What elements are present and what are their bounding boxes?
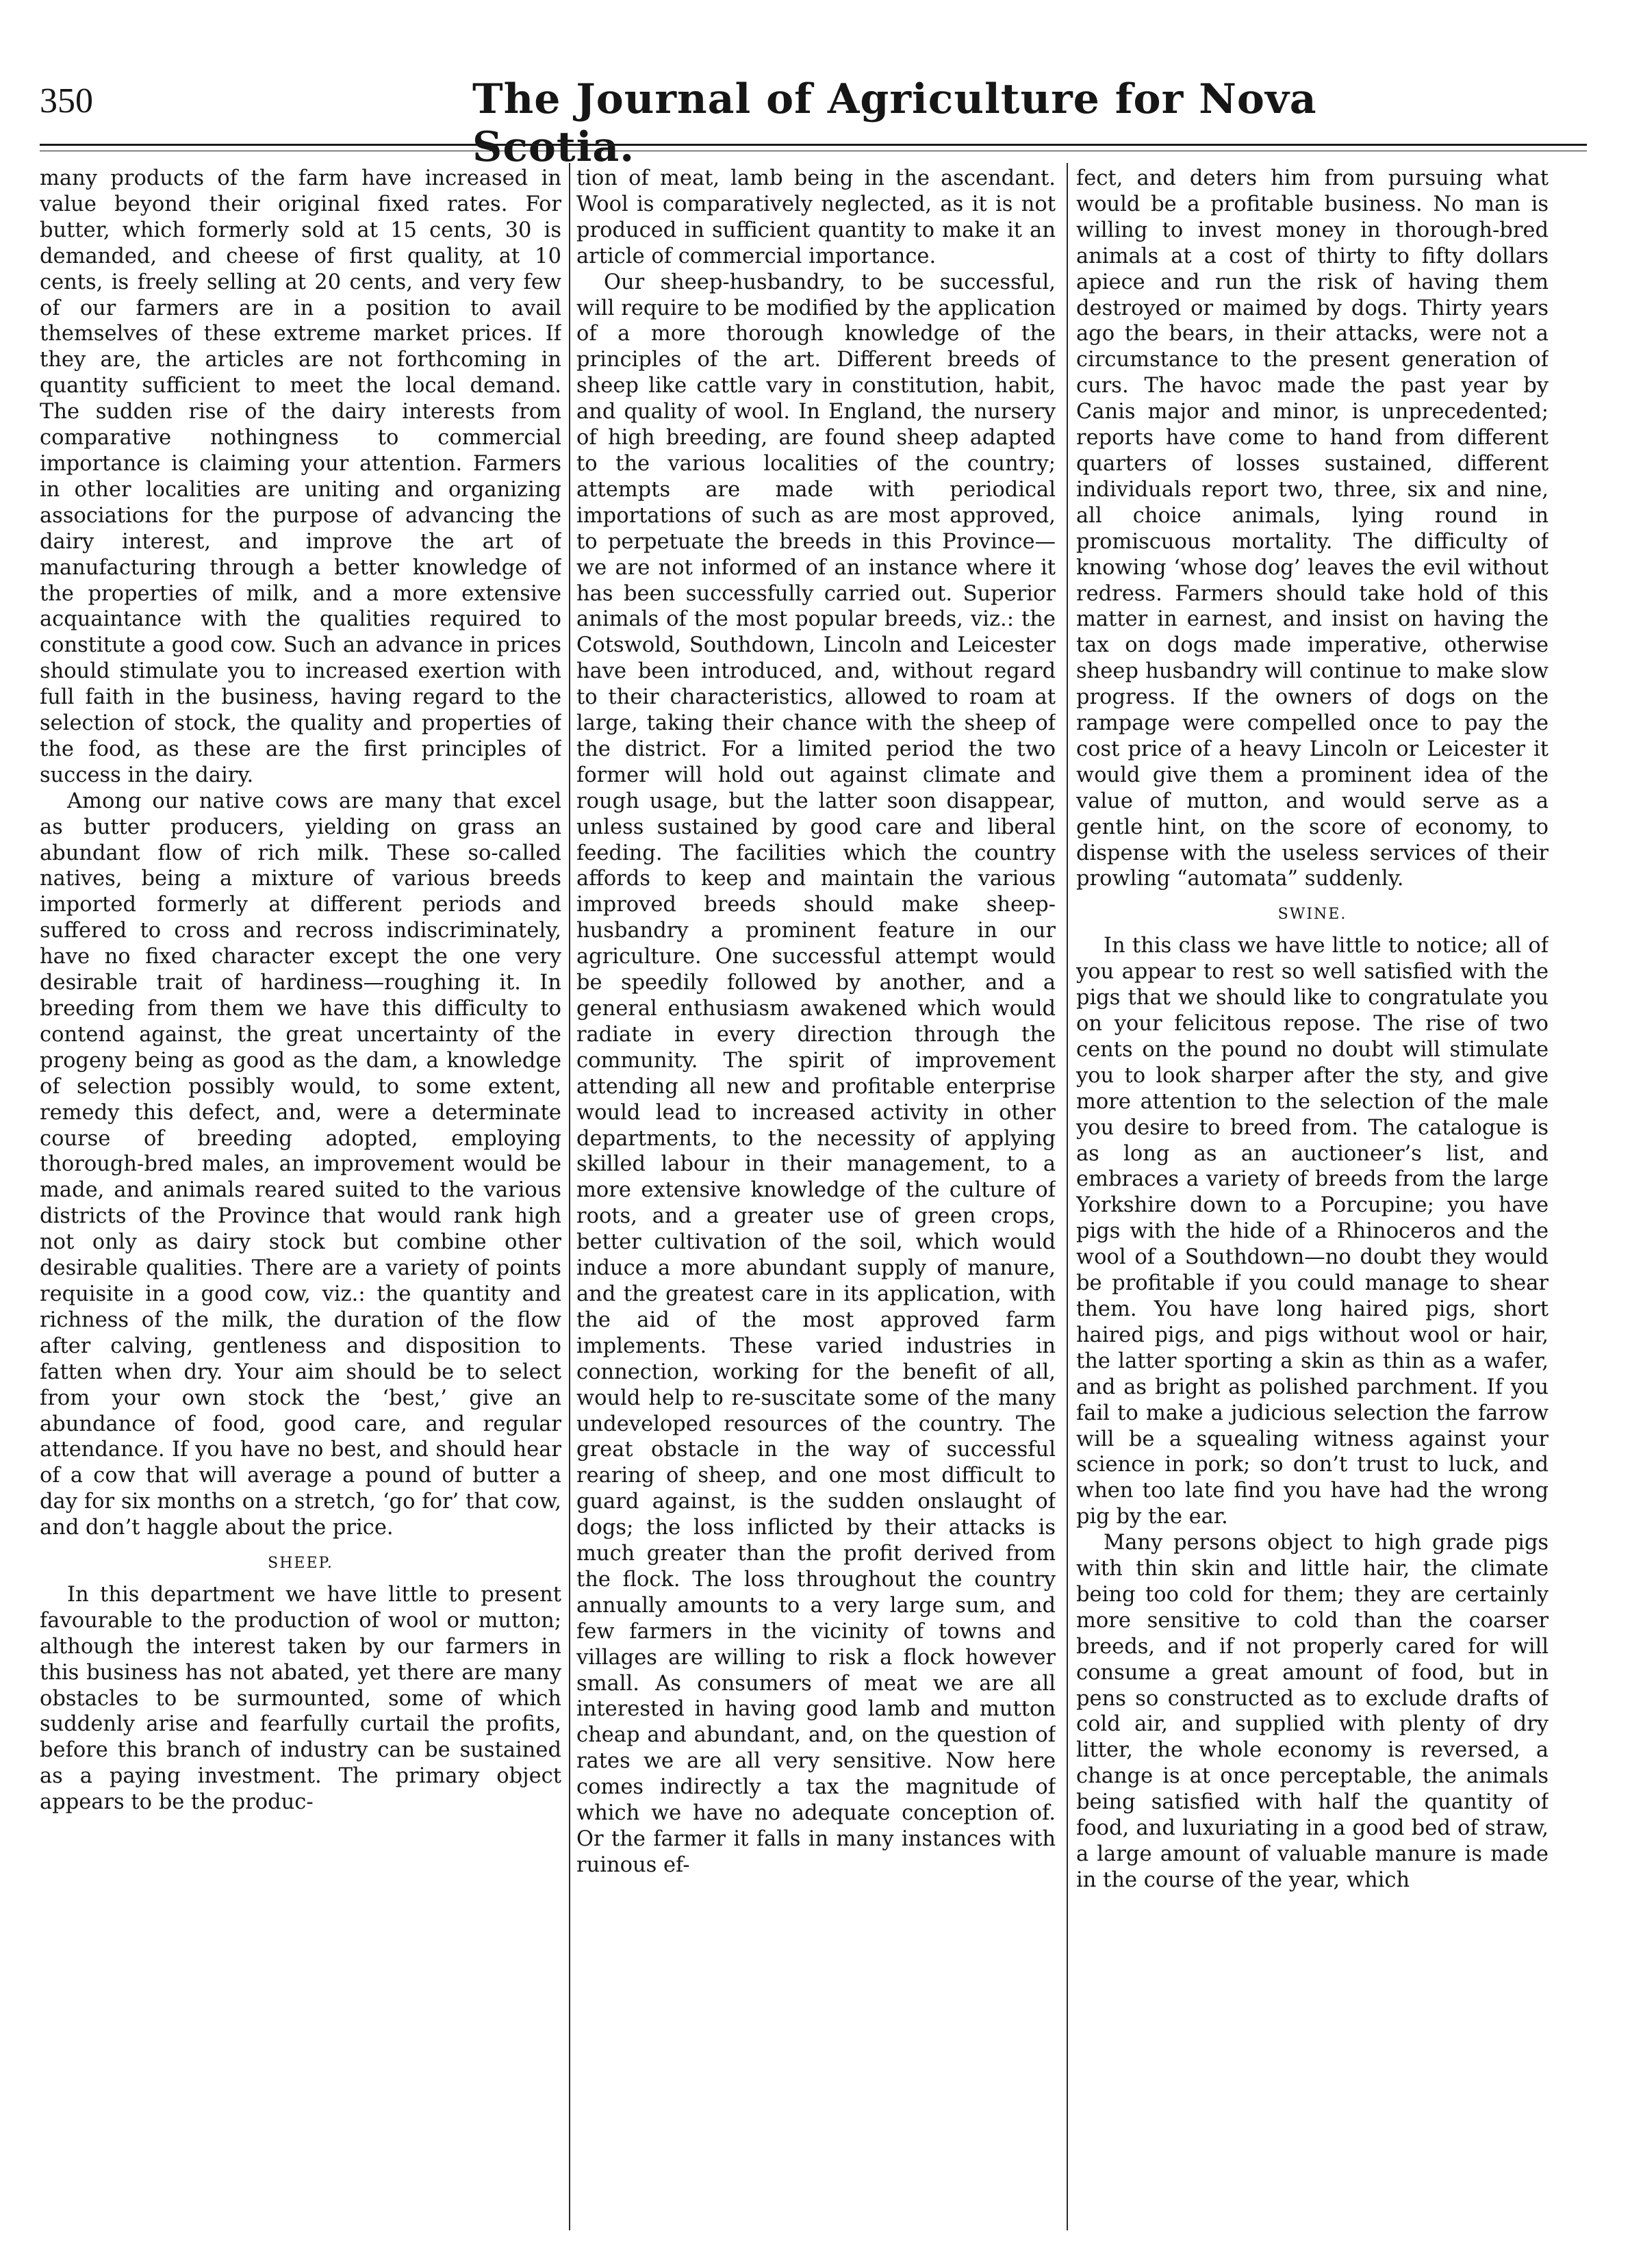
paragraph: fect, and deters him from pursuing what would be a profitable business. No man is willing to invest money in thorough-bred animals at a cost of thirty to fifty dollars apiece and run the risk of having them destroyed or maimed by dogs. Thirty years ago the bears, in their attacks, were not a circumstance to the present generation of curs. The havoc made the past year by Canis major and minor, is unprecedented; reports have come to hand from different quarters of losses sustained, different individuals report two, three, six and nine, all choice animals, lying round in promiscuous mortality. The difficulty of knowing ‘whose dog’ leaves the evil without redress. Farmers should take hold of this matter in earnest, and insist on having the tax on dogs made imperative, otherwise sheep husbandry will continue to make slow progress. If the owners of dogs on the rampage were compelled once to pay the cost price of a heavy Lincoln or Leicester it would give them a prominent idea of the value of mutton, and would serve as a gentle hint, on the score of economy, to dispense with the useless services of their prowling “automata” suddenly.: [1076, 166, 1549, 891]
section-heading: SWINE.: [1277, 906, 1347, 923]
paragraph: Our sheep-husbandry, to be successful, will require to be modified by the application of a more thorough knowledge of the principles of the art. Different breeds of sheep like cattle vary in constitution, habit, and quality of wool. In England, the nursery of high breeding, are found sheep adapted to the various localities of the country; attempts are made with periodical importations of such as are most approved, to perpetuate the breeds in this Province—we are not informed of an instance where it has been successfully carried out. Superior animals of the most popular breeds, viz.: the Cotswold, Southdown, Lincoln and Leicester have been introduced, and, without regard to their characteristics, allowed to roam at large, taking their chance with the sheep of the district. For a limited period the two former will hold out against climate and rough usage, but the latter soon disappear, unless sustained by good care and liberal feeding. The facilities which the country affords to keep and maintain the various improved breeds should make sheep-husbandry a prominent feature in our agriculture. One successful attempt would be speedily followed by another, and a general enthusiasm awakened which would radiate in every direction through the community. The spirit of improvement attending all new and profitable enterprise would lead to increased activity in other departments, to the necessity of applying skilled labour in their management, to a more extensive knowledge of the culture of roots, and a greater use of green crops, better cultivation of the soil, which would induce a more abundant supply of manure, and the greatest care in its application, with the aid of the most approved farm implements. These varied industries in connection, working for the benefit of all, would help to re-suscitate some of the many undeveloped resources of the country. The great obstacle in the way of successful rearing of sheep, and one most difficult to guard against, is the sudden onslaught of dogs; the loss inflicted by their attacks is much greater than the profit derived from the flock. The loss throughout the country annually amounts to a very large sum, and few farmers in the vicinity of towns and villages are willing to risk a flock however small. As consumers of meat we are all interested in having good lamb and mutton cheap and abundant, and, on the question of rates we are all very sensitive. Now here comes indirectly a tax the magnitude of which we have no adequate conception of. Or the farmer it falls in many instances with ruinous ef-: [576, 270, 1056, 1877]
text-column-1: [40, 166, 561, 2213]
column-separator: [569, 163, 570, 2230]
text-column-2: [576, 166, 1056, 2213]
header-rule-thick: [40, 144, 1587, 146]
section-heading: SHEEP.: [268, 1555, 333, 1572]
page-number: 350: [40, 81, 93, 120]
paragraph: In this department we have little to present favourable to the production of wool or mutton; although the interest taken by our farmers in this business has not abated, yet there are many obstacles to be surmounted, some of which suddenly arise and fearfully curtail the profits, before this branch of industry can be sustained as a paying investment. The primary object appears to be the produc-: [40, 1582, 561, 1815]
paragraph: Many persons object to high grade pigs with thin skin and little hair, the climate being too cold for them; they are certainly more sensitive to cold than the coarser breeds, and if not properly cared for will consume a great amount of food, but in pens so constructed as to exclude drafts of cold air, and supplied with plenty of dry litter, the whole economy is reversed, a change is at once perceptable, the animals being satisfied with half the quantity of food, and luxuriating in a good bed of straw, a large amount of valuable manure is made in the course of the year, which: [1076, 1531, 1549, 1892]
paragraph: Among our native cows are many that excel as butter producers, yielding on grass an abundant flow of rich milk. These so-called natives, being a mixture of various breeds imported formerly at different periods and suffered to cross and recross indiscriminately, have no fixed character except the one very desirable trait of hardiness—roughing it. In breeding from them we have this difficulty to contend against, the great uncertainty of the progeny being as good as the dam, a knowledge of selection possibly would, to some extent, remedy this defect, and, were a determinate course of breeding adopted, employing thorough-bred males, an improvement would be made, and animals reared suited to the various districts of the Province that would rank high not only as dairy stock but combine other desirable qualities. There are a variety of points requisite in a good cow, viz.: the quantity and richness of the milk, the duration of the flow after calving, gentleness and disposition to fatten when dry. Your aim should be to select from your own stock the ‘best,’ give an abundance of food, good care, and regular attendance. If you have no best, and should hear of a cow that will average a pound of butter a day for six months on a stretch, ‘go for’ that cow, and don’t haggle about the price.: [40, 789, 561, 1540]
paragraph: In this class we have little to notice; all of you appear to rest so well satisfied with the pigs that we should like to congratulate you on your felicitous repose. The rise of two cents on the pound no doubt will stimulate you to look sharper after the sty, and give more attention to the selection of the male you desire to breed from. The catalogue is as long as an auctioneer’s list, and embraces a variety of breeds from the large Yorkshire down to a Porcupine; you have pigs with the hide of a Rhinoceros and the wool of a Southdown—no doubt they would be profitable if you could manage to shear them. You have long haired pigs, short haired pigs, and pigs without wool or hair, the latter sporting a skin as thin as a wafer, and as bright as polished parchment. If you fail to make a judicious selection the farrow will be a squealing witness against your science in pork; so don’t trust to luck, and when too late find you have had the wrong pig by the ear.: [1076, 934, 1549, 1529]
paragraph: many products of the farm have increased in value beyond their original fixed rates. For butter, which formerly sold at 15 cents, 30 is demanded, and cheese of first quality, at 10 cents, is freely selling at 20 cents, and very few of our farmers are in a position to avail themselves of these extreme market prices. If they are, the articles are not forthcoming in quantity sufficient to meet the local demand. The sudden rise of the dairy interests from comparative nothingness to commercial importance is claiming your attention. Farmers in other localities are uniting and organizing associations for the purpose of advancing the dairy interest, and improve the art of manufacturing through a better knowledge of the properties of milk, and a more extensive acquaintance with the qualities required to constitute a good cow. Such an advance in prices should stimulate you to increased exertion with full faith in the business, having regard to the selection of stock, the quality and properties of the food, as these are the first principles of success in the dairy.: [40, 166, 561, 787]
running-head-title: The Journal of Agriculture for Nova Scotia.: [472, 75, 1317, 171]
text-column-3: [1076, 166, 1549, 2213]
column-separator: [1067, 163, 1068, 2230]
paragraph: tion of meat, lamb being in the ascendant. Wool is comparatively neglected, as it is not produced in sufficient quantity to make it an article of commercial importance.: [576, 166, 1056, 268]
